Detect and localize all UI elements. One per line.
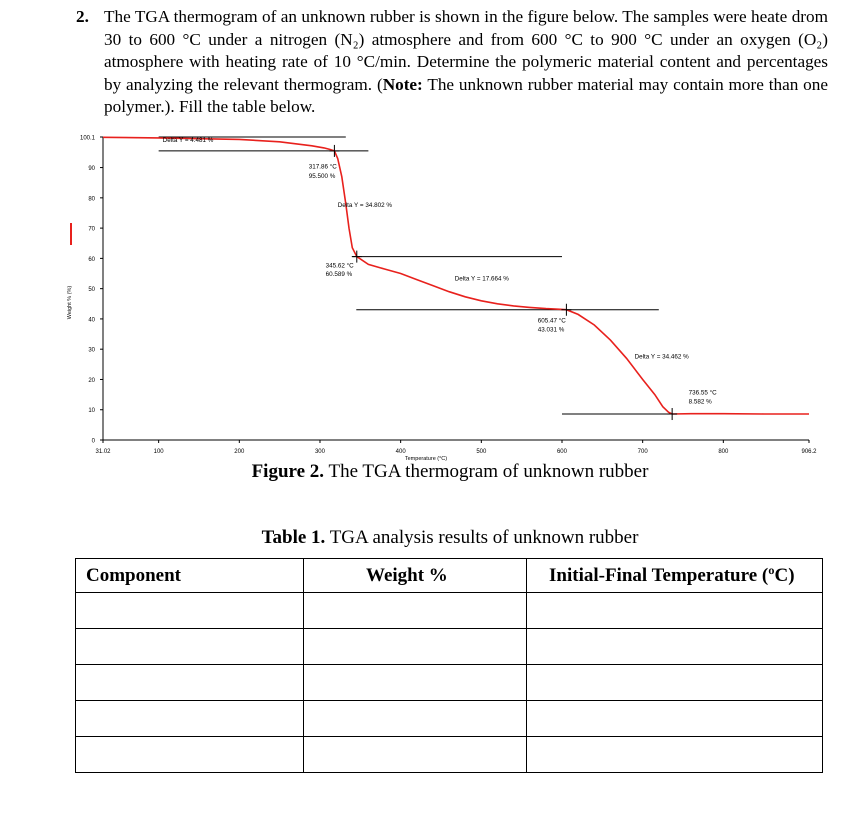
y-tick-label: 90 bbox=[88, 166, 95, 173]
x-tick-label: 500 bbox=[476, 449, 487, 455]
question-number: 2. bbox=[76, 7, 89, 26]
question-text-after: The unknown rubber material may contain more than one polymer.). Fill the table below. bbox=[104, 74, 828, 116]
cell-weight[interactable] bbox=[304, 593, 527, 629]
table-row bbox=[76, 593, 823, 629]
results-table bbox=[75, 558, 823, 773]
cell-temperature[interactable] bbox=[527, 665, 823, 701]
header-weight: Weight % bbox=[304, 559, 527, 593]
table-header-row bbox=[76, 559, 823, 593]
y-tick-label: 60 bbox=[88, 256, 95, 263]
cell-weight[interactable] bbox=[304, 701, 527, 737]
y-tick-label: 40 bbox=[88, 317, 95, 324]
cell-temperature[interactable] bbox=[527, 701, 823, 737]
y-tick-label: 50 bbox=[88, 287, 95, 294]
cell-component[interactable] bbox=[76, 737, 304, 773]
x-tick-label: 800 bbox=[718, 449, 729, 455]
annotation-label: 60.589 % bbox=[325, 271, 353, 279]
x-tick-label: 700 bbox=[637, 449, 648, 455]
annotation-label: 95.500 % bbox=[308, 172, 336, 180]
x-tick-label: 906.2 bbox=[801, 449, 817, 455]
annotation-label: Delta Y = 4.481 % bbox=[162, 136, 214, 144]
header-temperature: Initial-Final Temperature (ºC) bbox=[527, 559, 823, 593]
cell-temperature[interactable] bbox=[527, 737, 823, 773]
cell-component[interactable] bbox=[76, 629, 304, 665]
annotation-label: 605.47 °C bbox=[537, 317, 566, 325]
figure-caption-label: Figure 2. bbox=[251, 461, 325, 482]
x-tick-label: 100 bbox=[153, 449, 164, 455]
y-tick-label: 70 bbox=[88, 226, 95, 233]
cell-component[interactable] bbox=[76, 593, 304, 629]
question-text-before: The TGA thermogram of an unknown rubber is shown in the figure below. The samples were heate drom 30 to 600 °C under a nitrogen (N₂) atmosphere and from 600 °C to 900 °C under an oxygen (O₂) atmosphere with heating rate of 10 °C/min. Determine the polymeric material content and percentages by analyzing the relevant thermogram. ( bbox=[104, 7, 828, 94]
table-caption-text: TGA analysis results of unknown rubber bbox=[325, 527, 639, 548]
cell-weight[interactable] bbox=[304, 629, 527, 665]
annotation-label: 317.86 °C bbox=[308, 163, 337, 171]
cell-component[interactable] bbox=[76, 701, 304, 737]
table-row bbox=[76, 701, 823, 737]
y-tick-label: 100.1 bbox=[79, 135, 95, 142]
annotation-label: 345.62 °C bbox=[325, 262, 354, 270]
table-caption-label: Table 1. bbox=[261, 527, 326, 548]
y-tick-label: 80 bbox=[88, 196, 95, 203]
annotation-label: Delta Y = 34.802 % bbox=[337, 201, 392, 209]
table-row bbox=[76, 737, 823, 773]
cell-weight[interactable] bbox=[304, 737, 527, 773]
x-axis-label: Temperature (°C) bbox=[404, 456, 448, 462]
figure-caption bbox=[20, 461, 860, 483]
y-axis-label: Weight % (%) bbox=[67, 285, 73, 320]
table-row bbox=[76, 665, 823, 701]
y-tick-label: 30 bbox=[88, 347, 95, 354]
annotation-label: 43.031 % bbox=[537, 326, 565, 334]
figure-caption-text: The TGA thermogram of unknown rubber bbox=[324, 461, 649, 482]
cell-component[interactable] bbox=[76, 665, 304, 701]
x-tick-label: 600 bbox=[556, 449, 567, 455]
header-component: Component bbox=[76, 559, 304, 593]
y-tick-label: 20 bbox=[88, 377, 95, 384]
table-row bbox=[76, 629, 823, 665]
note-label: Note: bbox=[382, 74, 423, 94]
annotation-label: Delta Y = 34.462 % bbox=[634, 353, 689, 361]
x-tick-label: 400 bbox=[395, 449, 406, 455]
annotation-label: Delta Y = 17.664 % bbox=[454, 275, 509, 283]
table-caption bbox=[20, 527, 860, 549]
cell-weight[interactable] bbox=[304, 665, 527, 701]
x-tick-label: 300 bbox=[314, 449, 325, 455]
cell-temperature[interactable] bbox=[527, 629, 823, 665]
x-tick-label: 200 bbox=[234, 449, 245, 455]
annotation-label: 736.55 °C bbox=[688, 389, 717, 397]
cell-temperature[interactable] bbox=[527, 593, 823, 629]
y-tick-label: 10 bbox=[88, 408, 95, 415]
x-tick-label: 31.02 bbox=[95, 449, 111, 455]
annotation-label: 8.582 % bbox=[688, 398, 712, 406]
y-tick-label: 0 bbox=[91, 438, 95, 445]
